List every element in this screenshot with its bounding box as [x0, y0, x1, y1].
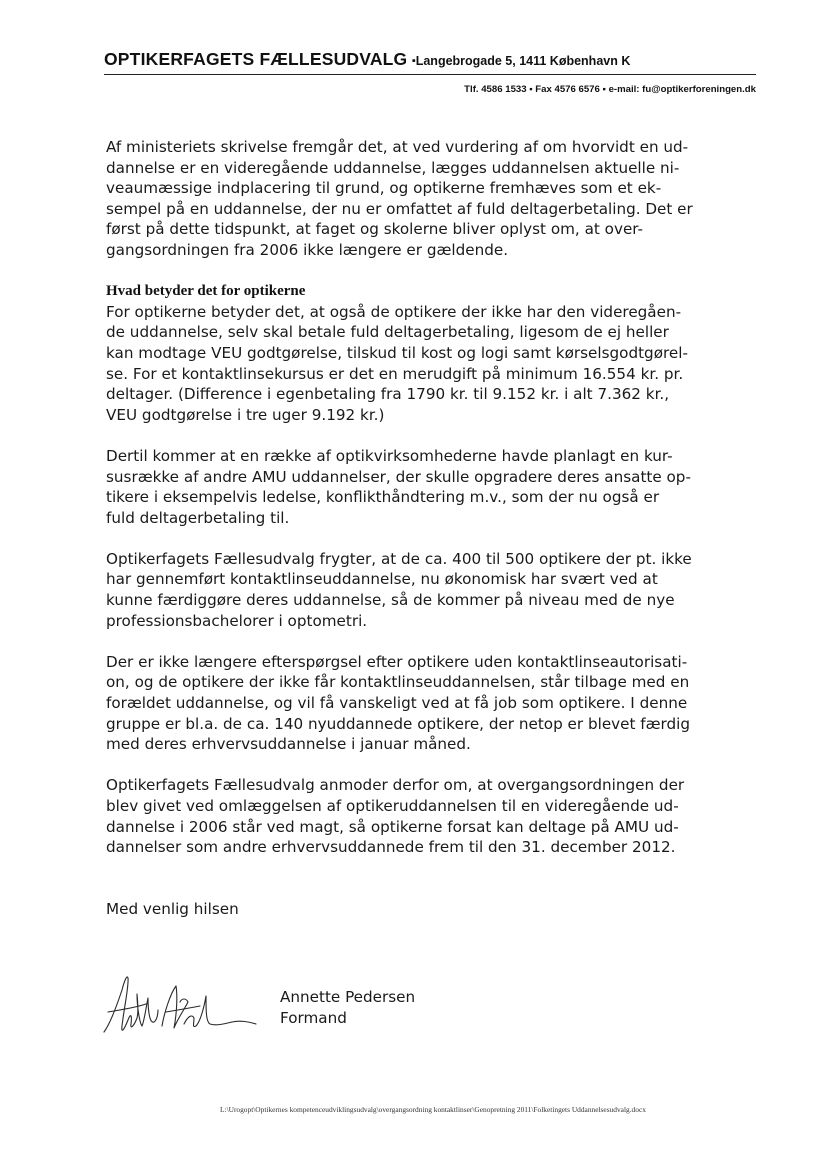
text-line: Optikerfagets Fællesudvalg anmoder derfor om, at overgangsordningen der — [106, 776, 685, 795]
text-line: dannelser som andre erhvervsuddannede frem til den 31. december 2012. — [106, 838, 676, 857]
text-line: For optikerne betyder det, at også de optikere der ikke har den videregåen- — [106, 302, 682, 321]
text-line: dannelse er en videregående uddannelse, lægges uddannelsen aktuelle ni- — [106, 158, 680, 177]
text-line: først på dette tidspunkt, at faget og skolerne bliver oplyst om, at over- — [106, 220, 644, 239]
text-line: gangsordningen fra 2006 ikke længere er gældende. — [106, 240, 509, 259]
text-line: kunne færdiggøre deres uddannelse, så de kommer på niveau med de nye — [106, 591, 675, 610]
document-file-path: L:\Urogopt\Optikernes kompetenceudviklingsudvalg\overgangsordning kontaktlinser\Genopretning 2011\Folketingets Uddannelsesudvalg.docx — [220, 1105, 646, 1114]
text-line: Der er ikke længere efterspørgsel efter optikere uden kontaktlinseautorisati- — [106, 652, 688, 671]
text-line: de uddannelse, selv skal betale fuld deltagerbetaling, ligesom de ej heller — [106, 323, 669, 342]
paragraph-gap — [106, 528, 766, 549]
text-line: deltager. (Difference i egenbetaling fra 1790 kr. til 9.152 kr. i alt 7.362 kr., — [106, 385, 670, 404]
text-line: med deres erhvervsuddannelse i januar måned. — [106, 735, 471, 754]
text-line: Af ministeriets skrivelse fremgår det, at ved vurdering af om hvorvidt en ud- — [106, 138, 689, 156]
paragraph-demand — [106, 652, 766, 755]
text-line: blev givet ved omlæggelsen af optikeruddannelsen til en videregående ud- — [106, 797, 679, 815]
paragraph-concern — [106, 549, 766, 631]
separator-glyph: ▪ — [411, 54, 416, 67]
letterhead — [104, 50, 756, 95]
text-line: Optikerfagets Fællesudvalg frygter, at de ca. 400 til 500 optikere der pt. ikke — [106, 549, 692, 568]
paragraph-ministry — [106, 137, 766, 261]
paragraph-gap — [106, 425, 766, 446]
text-line: susrække af andre AMU uddannelser, der skulle opgradere deres ansatte op- — [106, 467, 691, 486]
paragraph-gap — [106, 631, 766, 652]
organization-address: Langebrogade 5, 1411 København K — [415, 54, 631, 68]
text-line: Dertil kommer at en række af optikvirksomhederne havde planlagt en kur- — [106, 446, 673, 465]
text-line: kan modtage VEU godtgørelse, tilskud til kost og logi samt kørselsgodtgørel- — [106, 343, 688, 362]
text-line: dannelse i 2006 står ved magt, så optikerne forsat kan deltage på AMU ud- — [106, 817, 679, 836]
text-line: forældet uddannelse, og vil få vanskeligt ved at få job som optikere. I denne — [106, 694, 688, 713]
contact-line: Tlf. 4586 1533 ▪ Fax 4576 6576 ▪ e-mail: fu@optikerforeningen.dk — [464, 84, 756, 95]
closing-greeting: Med venlig hilsen — [106, 899, 239, 918]
paragraph-consequences — [106, 302, 766, 426]
text-line: sempel på en uddannelse, der nu er omfattet af fuld deltagerbetaling. Det er — [106, 199, 693, 218]
signer-name: Annette Pedersen — [280, 988, 416, 1006]
text-line: veaumæssige indplacering til grund, og optikerne fremhæves som et ek- — [106, 179, 662, 198]
paragraph-gap — [106, 261, 766, 282]
signer-title: Formand — [280, 1009, 347, 1027]
letterhead-rule — [104, 74, 756, 75]
text-line: tikere i eksempelvis ledelse, konflikthåndtering m.v., som der nu også er — [106, 488, 660, 507]
letterhead-title-line — [104, 50, 756, 70]
text-line: se. For et kontaktlinsekursus er det en merudgift på minimum 16.554 kr. pr. — [106, 364, 684, 383]
handwritten-signature — [100, 968, 260, 1048]
paragraph-gap — [106, 755, 766, 776]
paragraph-gap — [106, 858, 766, 879]
organization-name: OPTIKERFAGETS FÆLLESUDVALG — [104, 49, 408, 69]
paragraph-request — [106, 775, 766, 857]
paragraph-amu-courses — [106, 446, 766, 528]
text-line: gruppe er bl.a. de ca. 140 nyuddannede optikere, der netop er blevet færdig — [106, 714, 691, 733]
text-line: fuld deltagerbetaling til. — [106, 508, 290, 527]
signer-block — [280, 987, 415, 1029]
paragraph-gap — [106, 878, 766, 899]
text-line: professionsbachelorer i optometri. — [106, 611, 368, 630]
section-heading: Hvad betyder det for optikerne — [106, 283, 306, 300]
letter-body — [106, 137, 766, 920]
text-line: VEU godtgørelse i tre uger 9.192 kr.) — [106, 405, 385, 424]
text-line: har gennemført kontaktlinseuddannelse, nu økonomisk har svært ved at — [106, 570, 658, 589]
text-line: on, og de optikere der ikke får kontaktlinseuddannelsen, står tilbage med en — [106, 673, 690, 692]
